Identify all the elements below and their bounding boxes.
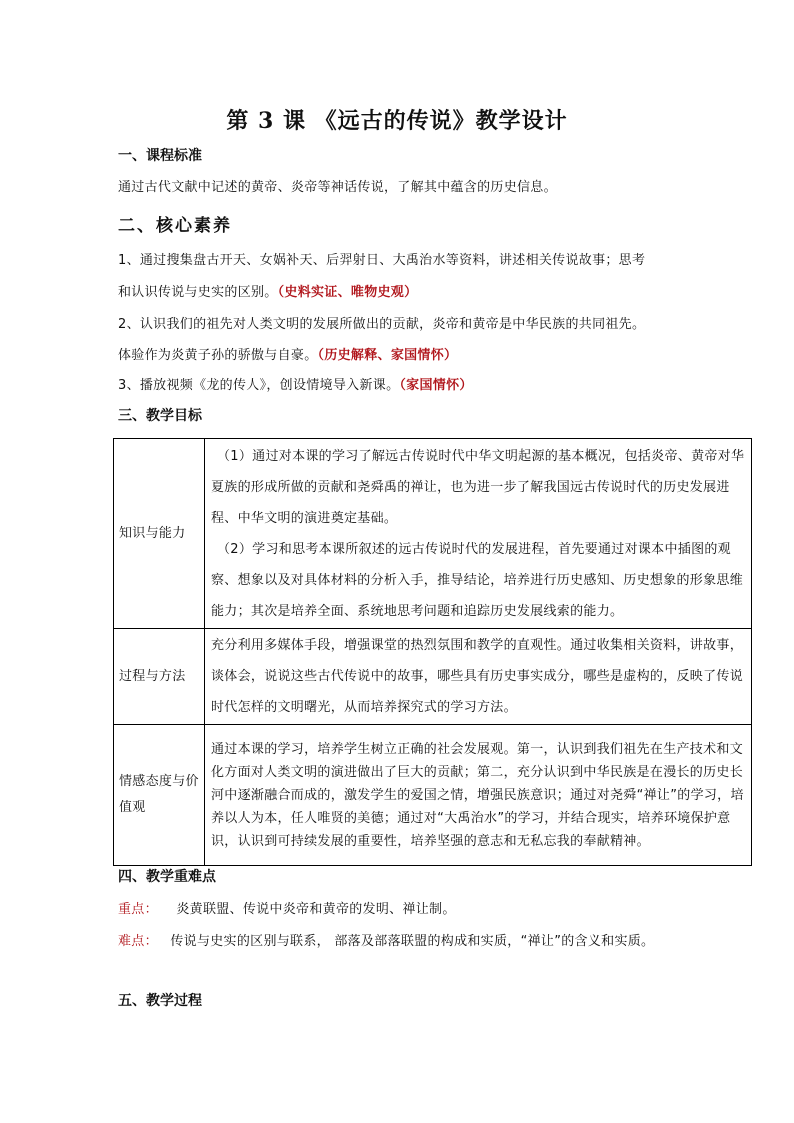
item-1-text: 和认识传说与史实的区别。 xyxy=(118,285,278,300)
core-literacy-item-3 xyxy=(118,374,473,393)
core-literacy-item-2-line-2 xyxy=(118,344,457,363)
item-1-tag: （史料实证、唯物史观） xyxy=(277,285,418,300)
goal-label-process: 过程与方法 xyxy=(114,629,205,725)
section-3-heading: 三、教学目标 xyxy=(118,408,202,424)
item-2-tag: （历史解释、家国情怀） xyxy=(317,348,458,363)
document-title: 第 3 课 《远古的传说》教学设计 xyxy=(226,108,568,134)
key-point-text: 炎黄联盟、传说中炎帝和黄帝的发明、禅让制。 xyxy=(176,902,456,917)
table-row xyxy=(114,725,752,866)
difficult-point-text: 传说与史实的区别与联系， 部落及部落联盟的构成和实质，“禅让”的含义和实质。 xyxy=(170,934,655,949)
section-5-heading: 五、教学过程 xyxy=(118,993,202,1009)
core-literacy-item-1-line-1: 1、通过搜集盘古开天、女娲补天、后羿射日、大禹治水等资料，讲述相关传说故事；思考 xyxy=(118,253,646,268)
goal-text-attitude: 通过本课的学习，培养学生树立正确的社会发展观。第一，认识到我们祖先在生产技术和文化方面对人类文明的演进做出了巨大的贡献；第二，充分认识到中华民族是在漫长的历史长河中逐渐融合而成的，激发学生的爱国之情，增强民族意识；通过对尧舜“禅让”的学习，培养以人为本，任人唯贤的美德；通过对“大禹治水”的学习，并结合现实，培养环境保护意识，认识到可持续发展的重要性，培养坚强的意志和无私忘我的奉献精神。 xyxy=(205,725,752,866)
core-literacy-item-1-line-2 xyxy=(118,281,417,300)
curriculum-standard-text: 通过古代文献中记述的黄帝、炎帝等神话传说，了解其中蕴含的历史信息。 xyxy=(118,180,557,195)
goal-label-knowledge: 知识与能力 xyxy=(114,439,205,629)
item-3-text: 3、播放视频《龙的传人》，创设情境导入新课。 xyxy=(118,378,400,393)
table-row xyxy=(114,439,752,629)
item-3-tag: （家国情怀） xyxy=(399,378,473,393)
difficult-point-line xyxy=(118,930,654,949)
goal-cell-knowledge xyxy=(205,439,752,629)
table-row xyxy=(114,629,752,725)
key-point-label: 重点： xyxy=(118,902,158,917)
core-literacy-item-2-line-1: 2、认识我们的祖先对人类文明的发展所做出的贡献，炎帝和黄帝是中华民族的共同祖先。 xyxy=(118,317,646,332)
teaching-goals-table xyxy=(113,438,752,866)
section-1-heading: 一、课程标准 xyxy=(118,148,202,164)
goal-text-process: 充分利用多媒体手段，增强课堂的热烈氛围和教学的直观性。通过收集相关资料，讲故事，谈体会，说说这些古代传说中的故事，哪些具有历史事实成分，哪些是虚构的，反映了传说时代怎样的文明曙光，从而培养探究式的学习方法。 xyxy=(205,629,752,725)
goal-text-knowledge-1: （1）通过对本课的学习了解远古传说时代中华文明起源的基本概况，包括炎帝、黄帝对华夏族的形成所做的贡献和尧舜禹的禅让，也为进一步了解我国远古传说时代的历史发展进程、中华文明的演进奠定基础。 xyxy=(211,448,745,526)
difficult-point-label: 难点： xyxy=(118,934,158,949)
item-2-text: 体验作为炎黄子孙的骄傲与自豪。 xyxy=(118,348,318,363)
key-point-line xyxy=(118,898,456,917)
goal-label-attitude: 情感态度与价值观 xyxy=(114,725,205,866)
section-2-heading: 二、核心素养 xyxy=(118,216,232,236)
goal-text-knowledge-2: （2）学习和思考本课所叙述的远古传说时代的发展进程，首先要通过对课本中插图的观察、想象以及对具体材料的分析入手，推导结论，培养进行历史感知、历史想象的形象思维能力；其次是培养全面、系统地思考问题和追踪历史发展线索的能力。 xyxy=(211,541,744,619)
section-4-heading: 四、教学重难点 xyxy=(118,869,216,885)
